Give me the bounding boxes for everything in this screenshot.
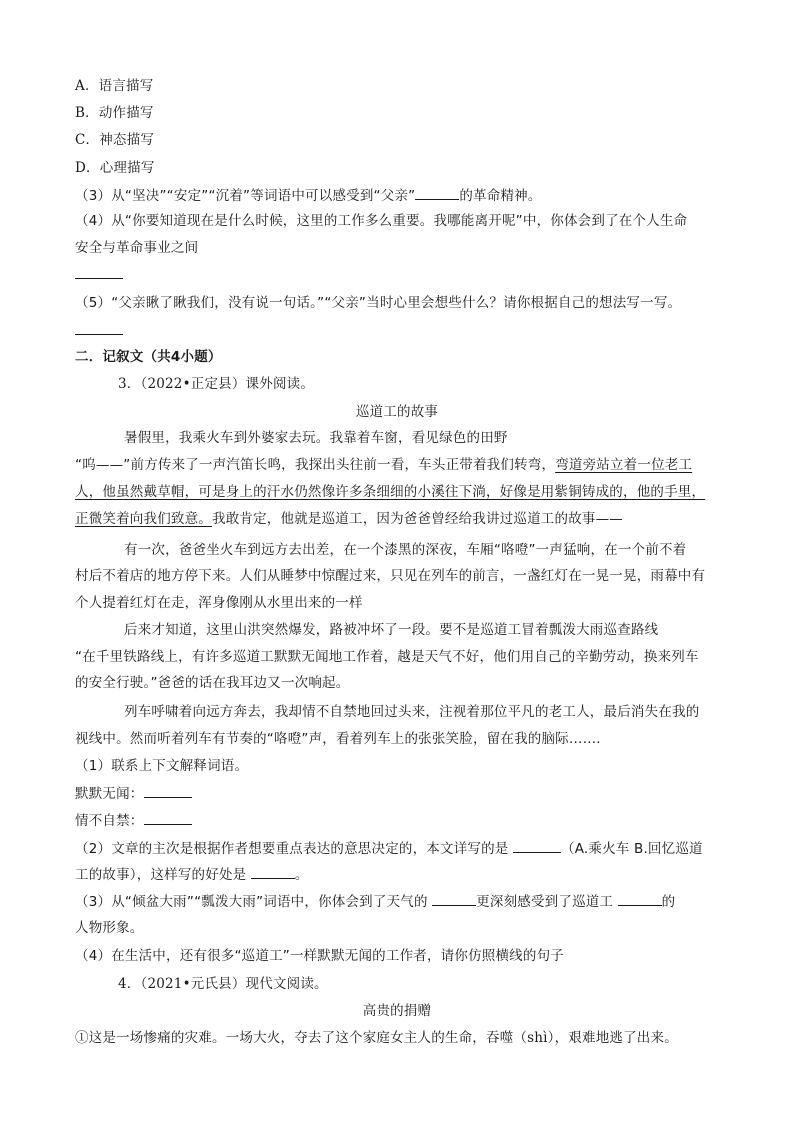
- option-a: A．语言描写: [75, 78, 154, 94]
- section-title: 二．记叙文（共4小题）: [75, 349, 222, 365]
- passage-line: 正微笑着向我们致意。我敢肯定，他就是巡道工，因为爸爸曾经给我讲过巡道工的故事——: [75, 511, 623, 527]
- word-item: 默默无闻：: [75, 783, 192, 804]
- word-item: 情不自禁：: [75, 810, 192, 831]
- passage-line: ①这是一场惨痛的灾难。一场大火，夺去了这个家庭女主人的生命，吞噬（shì），艰难地逃了出来。: [75, 1030, 678, 1046]
- sub-question-3-cont: 人物形象。: [75, 920, 144, 936]
- answer-blank[interactable]: [432, 891, 476, 906]
- sub-question-4: （4）在生活中，还有很多“巡道工”一样默默无闻的工作者，请你仿照横线的句子: [75, 948, 564, 964]
- passage-line: 人，他虽然戴草帽，可是身上的汗水仍然像许多条细细的小溪往下淌，好像是用紫铜铸成的，他的手里，: [75, 484, 706, 500]
- passage-line: 视线中。然而听着列车有节奏的“咯噔”声，看着列车上的张张笑脸，留在我的脑际…….: [75, 731, 601, 747]
- answer-blank[interactable]: [75, 264, 123, 285]
- answer-blank[interactable]: [618, 891, 662, 906]
- passage-line: 列车呼啸着向远方奔去，我却情不自禁地回过头来，注视着那位平凡的老工人，最后消失在我的: [124, 704, 700, 720]
- question-3: （3）从“坚决”“安定”“沉着”等词语中可以感受到“父亲” 的革命精神。: [75, 185, 542, 206]
- option-d: D．心理描写: [75, 160, 155, 176]
- option-b: B．动作描写: [75, 105, 154, 121]
- answer-blank[interactable]: [144, 783, 192, 798]
- passage-line: 的安全行驶。”爸爸的话在我耳边又一次响起。: [75, 675, 350, 691]
- passage-line: “呜——”前方传来了一声汽笛长鸣，我探出头往前一看，车头正带着我们转弯，弯道旁站立着一位老工: [75, 457, 693, 473]
- passage-line: 暑假里，我乘火车到外婆家去玩。我靠着车窗，看见绿色的田野: [124, 430, 508, 446]
- answer-blank[interactable]: [415, 185, 459, 200]
- passage-intro: 4．（2021•元氏县）现代文阅读。: [118, 976, 328, 992]
- answer-blank[interactable]: [144, 810, 192, 825]
- sub-question-3: （3）从“倾盆大雨”“瓢泼大雨”词语中，你体会到了天气的 更深刻感受到了巡道工 的: [75, 891, 675, 912]
- passage-intro: 3．（2022•正定县）课外阅读。: [118, 376, 315, 392]
- sub-question-1: （1）联系上下文解释词语。: [75, 758, 249, 774]
- answer-blank[interactable]: [513, 838, 561, 853]
- sub-question-2: （2）文章的主次是根据作者想要重点表达的意思决定的，本文详写的是 （A.乘火车 B.回忆巡道: [75, 838, 703, 859]
- answer-blank[interactable]: [251, 864, 295, 879]
- sub-question-2-cont: 工的故事），这样写的好处是 。: [75, 864, 309, 885]
- passage-line: 个人提着红灯在走，浑身像刚从水里出来的一样: [75, 595, 363, 611]
- passage-title: 高贵的捐赠: [362, 1003, 432, 1019]
- passage-line: 有一次，爸爸坐火车到远方去出差，在一个漆黑的深夜，车厢“咯噔”一声猛响，在一个前不着: [124, 542, 687, 558]
- question-5: （5）“父亲瞅了瞅我们，没有说一句话。”“父亲”当时心里会想些什么？请你根据自己的想法写一写。: [75, 295, 682, 311]
- option-c: C．神态描写: [75, 132, 155, 148]
- passage-line: 村后不着店的地方停下来。人们从睡梦中惊醒过来，只见在列车的前言，一盏红灯在一晃一晃，雨幕中有: [75, 568, 706, 584]
- question-4-line1: （4）从“你要知道现在是什么时候，这里的工作多么重要。我哪能离开呢”中，你体会到了在个人生命: [75, 213, 688, 229]
- passage-line: 后来才知道，这里山洪突然爆发，路被冲坏了一段。要不是巡道工冒着瓢泼大雨巡查路线: [124, 622, 659, 638]
- answer-blank[interactable]: [75, 320, 123, 341]
- passage-line: “在千里铁路线上，有许多巡道工默默无闻地工作着，越是天气不好，他们用自己的辛勤劳动，换来列车: [75, 649, 699, 665]
- passage-title: 巡道工的故事: [355, 404, 439, 420]
- question-4-line2: 安全与革命事业之间: [75, 240, 199, 256]
